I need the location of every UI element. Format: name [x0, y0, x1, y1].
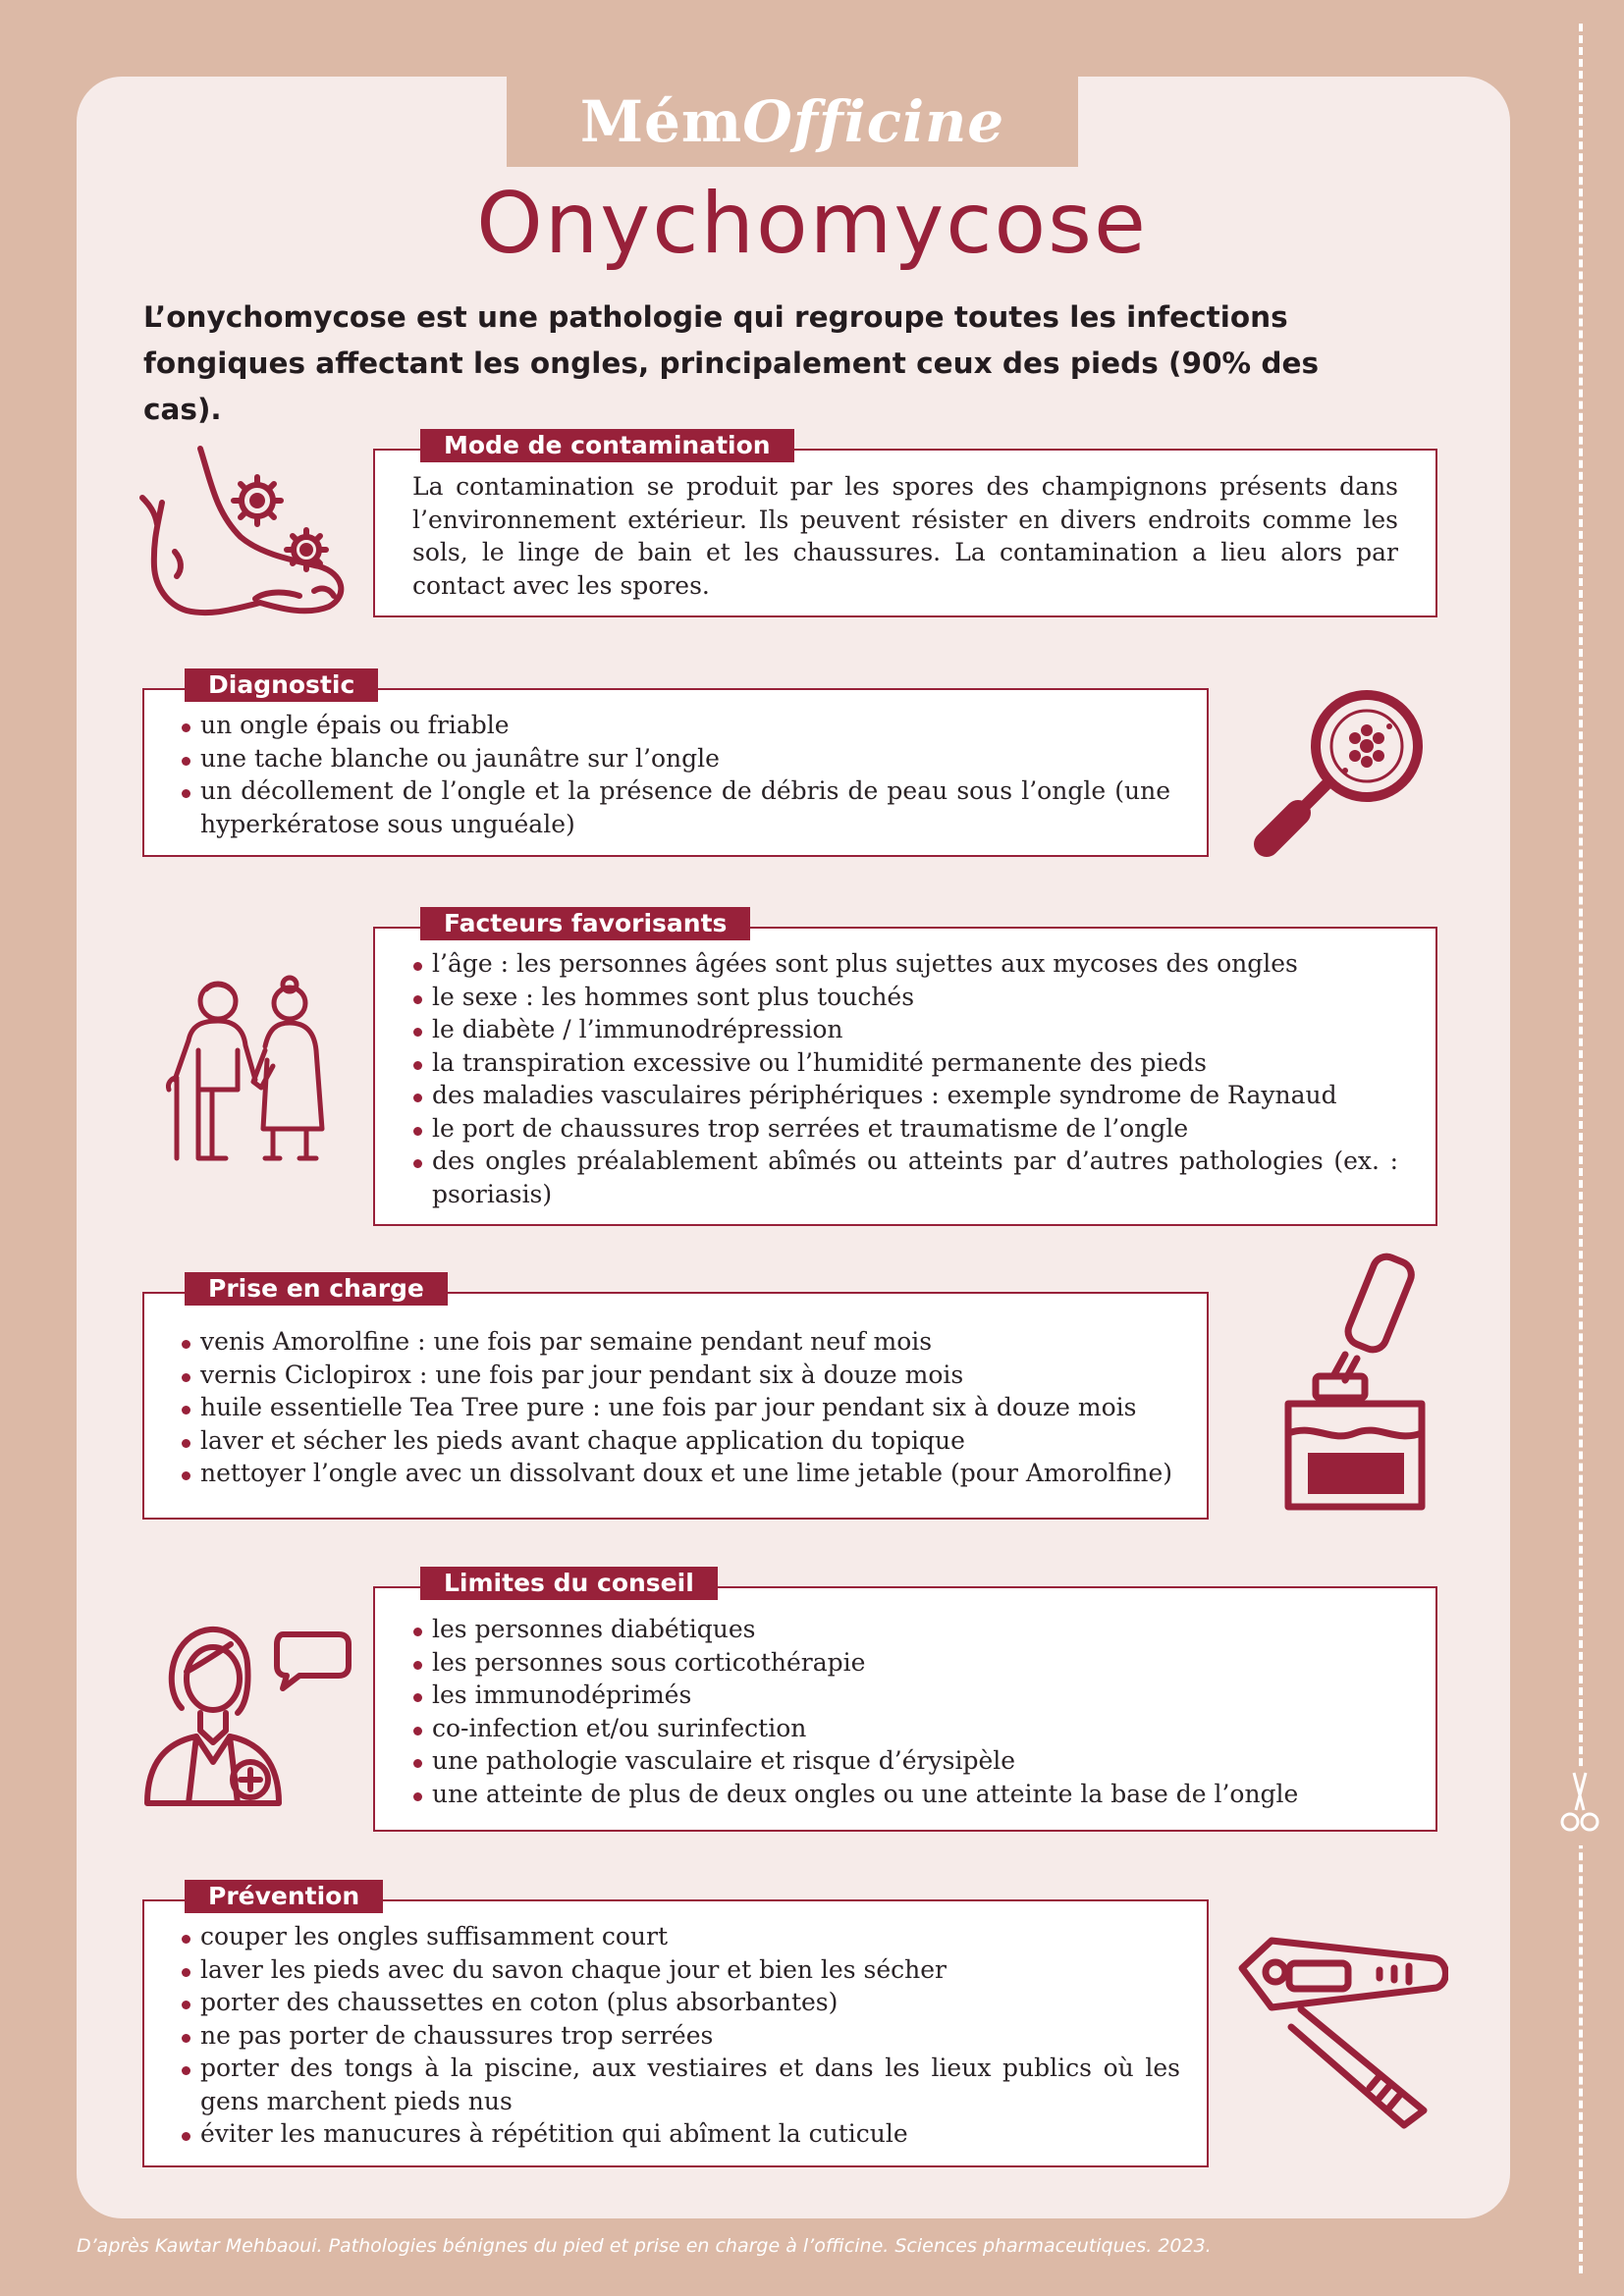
pharmacist-icon: [137, 1615, 353, 1811]
list-item: laver et sécher les pieds avant chaque application du topique: [179, 1424, 1180, 1458]
list-item: vernis Ciclopirox : une fois par jour pendant six à douze mois: [179, 1359, 1180, 1392]
brand-part-1: Mém: [579, 88, 743, 155]
list-item: un décollement de l’ongle et la présence de débris de peau sous l’ongle (une hyperkératose sous unguéale): [179, 774, 1170, 840]
prevention-label: Prévention: [185, 1880, 383, 1913]
list-item: les personnes sous corticothérapie: [410, 1646, 1398, 1680]
diagnostic-label: Diagnostic: [185, 668, 378, 702]
limites-label: Limites du conseil: [420, 1567, 718, 1600]
list-item: éviter les manucures à répétition qui abîment la cuticule: [179, 2117, 1180, 2151]
list-item: porter des chaussettes en coton (plus absorbantes): [179, 1986, 1180, 2019]
list-item: une atteinte de plus de deux ongles ou une atteinte la base de l’ongle: [410, 1778, 1398, 1811]
list-item: le diabète / l’immunodrépression: [410, 1013, 1398, 1046]
list-item: une pathologie vasculaire et risque d’érysipèle: [410, 1744, 1398, 1778]
list-item: huile essentielle Tea Tree pure : une fois par jour pendant six à douze mois: [179, 1391, 1180, 1424]
diagnostic-list: [179, 709, 1170, 840]
list-item: co-infection et/ou surinfection: [410, 1712, 1398, 1745]
list-item: des ongles préalablement abîmés ou atteints par d’autres pathologies (ex. : psoriasis): [410, 1145, 1398, 1210]
list-item: venis Amorolfine : une fois par semaine pendant neuf mois: [179, 1325, 1180, 1359]
list-item: les personnes diabétiques: [410, 1613, 1398, 1646]
list-item: couper les ongles suffisamment court: [179, 1920, 1180, 1953]
list-item: le port de chaussures trop serrées et traumatisme de l’ongle: [410, 1112, 1398, 1146]
brand-header: [507, 77, 1078, 167]
list-item: porter des tongs à la piscine, aux vestiaires et dans les lieux publics où les gens marchent pieds nus: [179, 2052, 1180, 2117]
page-title: Onychomycose: [476, 175, 1148, 273]
elderly-couple-icon: [147, 972, 344, 1168]
magnifier-icon: [1247, 677, 1443, 864]
foot-fungus-icon: [137, 444, 353, 620]
nail-clipper-icon: [1232, 1929, 1448, 2135]
prise-list: [179, 1325, 1180, 1490]
footer-source: D’après Kawtar Mehbaoui. Pathologies bénignes du pied et prise en charge à l’officine. Sciences pharmaceutiques. 2023.: [77, 2235, 1212, 2257]
prise-label: Prise en charge: [185, 1272, 448, 1306]
intro-text: L’onychomycose est une pathologie qui regroupe toutes les infections fongiques affectant les ongles, principalement ceux des pieds (90% des cas).: [143, 300, 1320, 426]
cut-line: [1579, 24, 1583, 2273]
list-item: les immunodéprimés: [410, 1679, 1398, 1712]
prevention-list: [179, 1920, 1180, 2151]
contamination-label: Mode de contamination: [420, 429, 794, 462]
list-item: le sexe : les hommes sont plus touchés: [410, 981, 1398, 1014]
list-item: une tache blanche ou jaunâtre sur l’ongle: [179, 742, 1170, 775]
nail-polish-icon: [1276, 1247, 1434, 1522]
list-item: des maladies vasculaires périphériques : exemple syndrome de Raynaud: [410, 1079, 1398, 1112]
list-item: l’âge : les personnes âgées sont plus sujettes aux mycoses des ongles: [410, 947, 1398, 981]
list-item: nettoyer l’ongle avec un dissolvant doux et une lime jetable (pour Amorolfine): [179, 1457, 1180, 1490]
list-item: ne pas porter de chaussures trop serrées: [179, 2019, 1180, 2053]
list-item: un ongle épais ou friable: [179, 709, 1170, 742]
list-item: la transpiration excessive ou l’humidité permanente des pieds: [410, 1046, 1398, 1080]
facteurs-label: Facteurs favorisants: [420, 907, 750, 940]
scissors-icon: [1554, 1767, 1605, 1845]
limites-list: [410, 1613, 1398, 1810]
list-item: laver les pieds avec du savon chaque jour et bien les sécher: [179, 1953, 1180, 1987]
contamination-text: La contamination se produit par les spores des champignons présents dans l’environnement extérieur. Ils peuvent résister en divers endroits comme les sols, le linge de bain et les chaussures. La contamination a lieu alors par contact avec les spores.: [412, 472, 1398, 600]
brand-part-2: Officine: [742, 88, 1005, 155]
facteurs-list: [410, 947, 1398, 1210]
